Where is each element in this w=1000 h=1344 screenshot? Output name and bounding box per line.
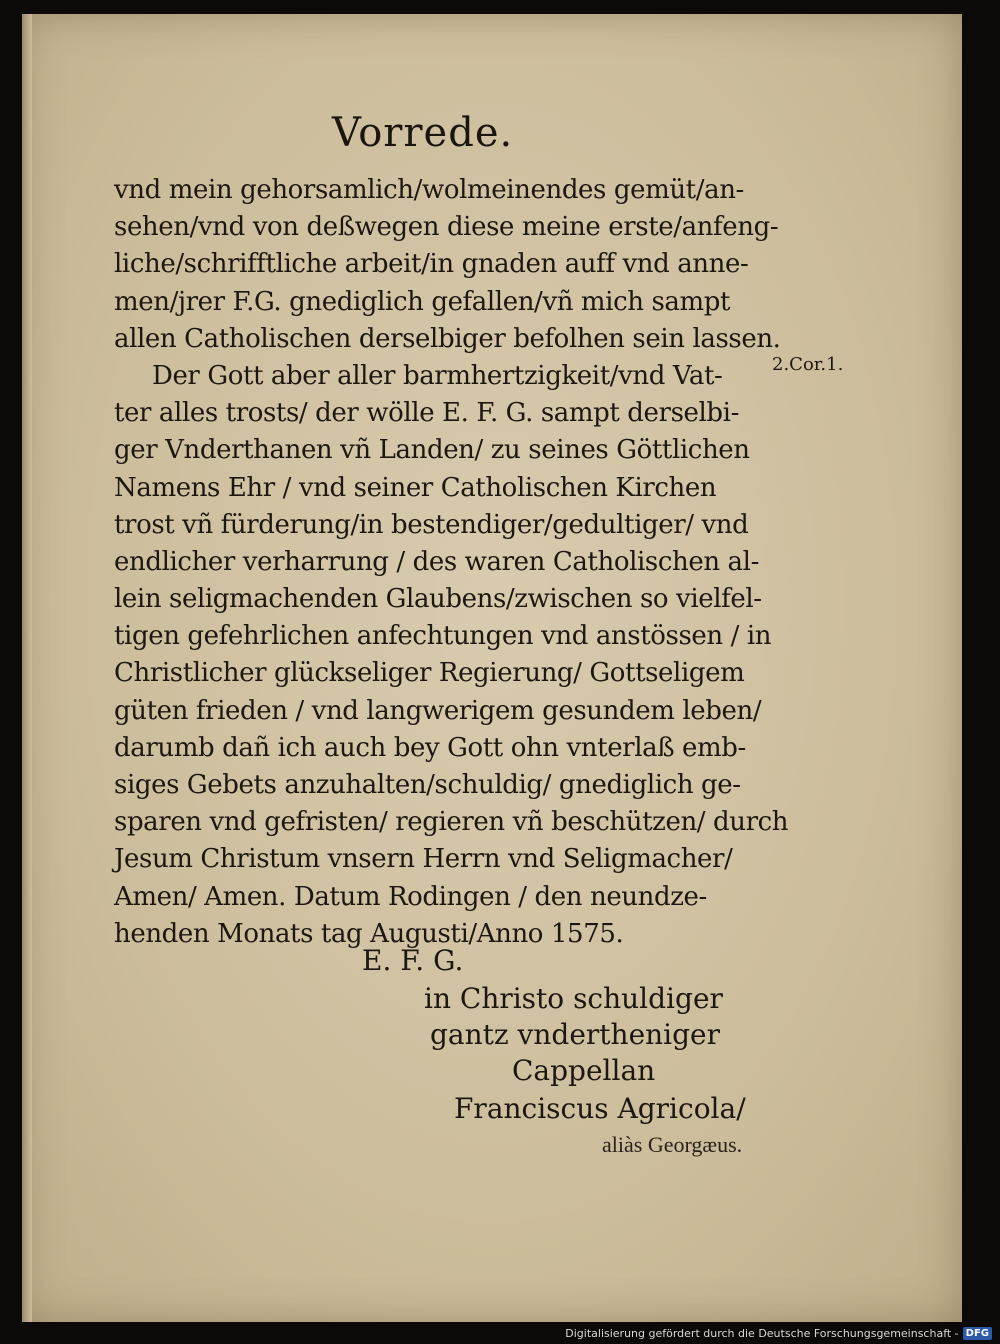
signature-line: Cappellan	[512, 1054, 656, 1087]
text-line: güten frieden / vnd langwerigem gesundem leben/	[114, 695, 762, 726]
text-line: trost vñ fürderung/in bestendiger/gedultiger/ vnd	[114, 509, 749, 540]
text-line: darumb dañ ich auch bey Gott ohn vnterlaß emb-	[114, 732, 746, 763]
text-line: henden Monats tag Augusti/Anno 1575.	[114, 918, 624, 949]
signature-line: in Christo schuldiger	[424, 982, 723, 1015]
digitization-footer	[565, 1327, 992, 1340]
page-gutter	[22, 14, 32, 1322]
text-line: allen Catholischen derselbiger befolhen sein lassen.	[114, 323, 781, 354]
text-line: Jesum Christum vnsern Herrn vnd Seligmacher/	[114, 844, 733, 875]
text-line: lein seligmachenden Glaubens/zwischen so vielfel-	[114, 584, 762, 615]
text-line: Amen/ Amen. Datum Rodingen / den neundze-	[114, 881, 707, 912]
text-line: siges Gebets anzuhalten/schuldig/ gnediglich ge-	[114, 770, 741, 800]
footer-text: Digitalisierung gefördert durch die Deutsche Forschungsgemeinschaft -	[565, 1327, 959, 1340]
text-line: Namens Ehr / vnd seiner Catholischen Kirchen	[114, 472, 717, 503]
text-line: sehen/vnd von deßwegen diese meine erste/anfeng-	[114, 212, 779, 243]
text-line: ter alles trosts/ der wölle E. F. G. sampt derselbi-	[114, 398, 739, 429]
text-line: liche/schrifftliche arbeit/in gnaden auff vnd anne-	[114, 249, 749, 280]
dfg-logo-icon: DFG	[963, 1327, 992, 1340]
signature-line: gantz vndertheniger	[430, 1018, 721, 1051]
text-line: endlicher verharrung / des waren Catholischen al-	[114, 546, 759, 577]
text-line: men/jrer F.G. gnediglich gefallen/vñ mich sampt	[114, 286, 731, 317]
document-page	[22, 14, 962, 1322]
text-line: vnd mein gehorsamlich/wolmeinendes gemüt/an-	[114, 175, 744, 205]
body-text	[114, 172, 789, 953]
marginal-note: 2.Cor.1.	[772, 354, 844, 375]
page-heading: Vorrede.	[332, 110, 514, 156]
text-line: tigen gefehrlichen anfechtungen vnd anstössen / in	[114, 621, 772, 652]
signature-name: Franciscus Agricola/	[454, 1092, 746, 1125]
signature-initials: E. F. G.	[362, 944, 464, 977]
text-line: ger Vnderthanen vñ Landen/ zu seines Göttlichen	[114, 435, 750, 466]
text-line: Christlicher glückseliger Regierung/ Gottseligem	[114, 658, 745, 689]
text-line: Der Gott aber aller barmhertzigkeit/vnd Vat-	[152, 360, 723, 391]
signature-alias: aliàs Georgæus.	[602, 1132, 743, 1157]
text-line: sparen vnd gefristen/ regieren vñ beschützen/ durch	[114, 807, 789, 838]
